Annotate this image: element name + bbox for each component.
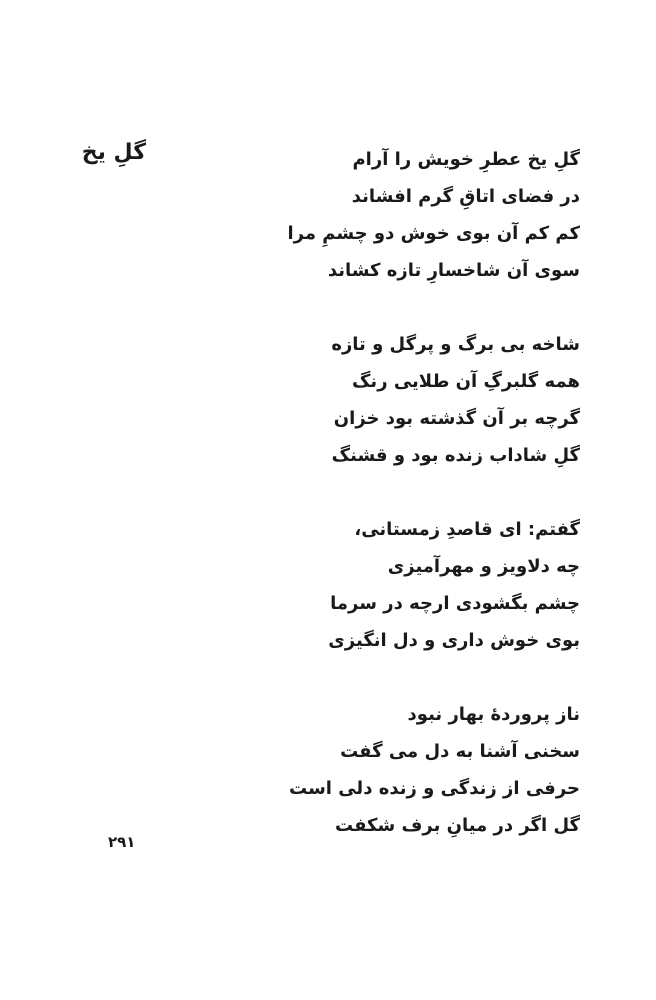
stanza-3 xyxy=(240,511,580,659)
stanza-1 xyxy=(240,141,580,289)
stanza-4 xyxy=(240,696,580,844)
poem-line: کم کم آن بوی خوش دو چشمِ مرا xyxy=(287,223,580,244)
stanza-2 xyxy=(240,326,580,474)
poem-line: حرفی از زندگی و زنده دلی است xyxy=(289,778,580,799)
poem-line: بوی خوش داری و دل انگیزی xyxy=(328,630,580,651)
page-number: ۲۹۱ xyxy=(108,833,136,851)
poem-line: سخنی آشنا به دل می گفت xyxy=(340,741,580,762)
poem-line: شاخه بی برگ و پرگل و تازه xyxy=(331,334,580,355)
poem-line: سوی آن شاخسارِ تازه کشاند xyxy=(327,260,580,281)
poem-line: گل اگر در میانِ برف شکفت xyxy=(335,815,580,836)
poem-line: همه گلبرگِ آن طلایی رنگ xyxy=(352,371,580,392)
poem-line: گلِ یخ عطرِ خویش را آرام xyxy=(352,149,580,170)
poem-line: ناز پروردهٔ بهار نبود xyxy=(407,704,580,725)
poem-body xyxy=(240,141,580,881)
poem-line: چشم بگشودی ارچه در سرما xyxy=(330,593,580,614)
poem-line: گلِ شاداب زنده بود و قشنگ xyxy=(331,445,580,466)
poem-line: گفتم: ای قاصدِ زمستانی، xyxy=(354,519,580,540)
poem-line: گرچه بر آن گذشته بود خزان xyxy=(333,408,580,429)
poem-line: چه دلاویز و مهرآمیزی xyxy=(387,556,580,577)
poem-title: گلِ یخ xyxy=(81,140,146,165)
poem-line: در فضای اتاقِ گرم افشاند xyxy=(351,186,580,207)
